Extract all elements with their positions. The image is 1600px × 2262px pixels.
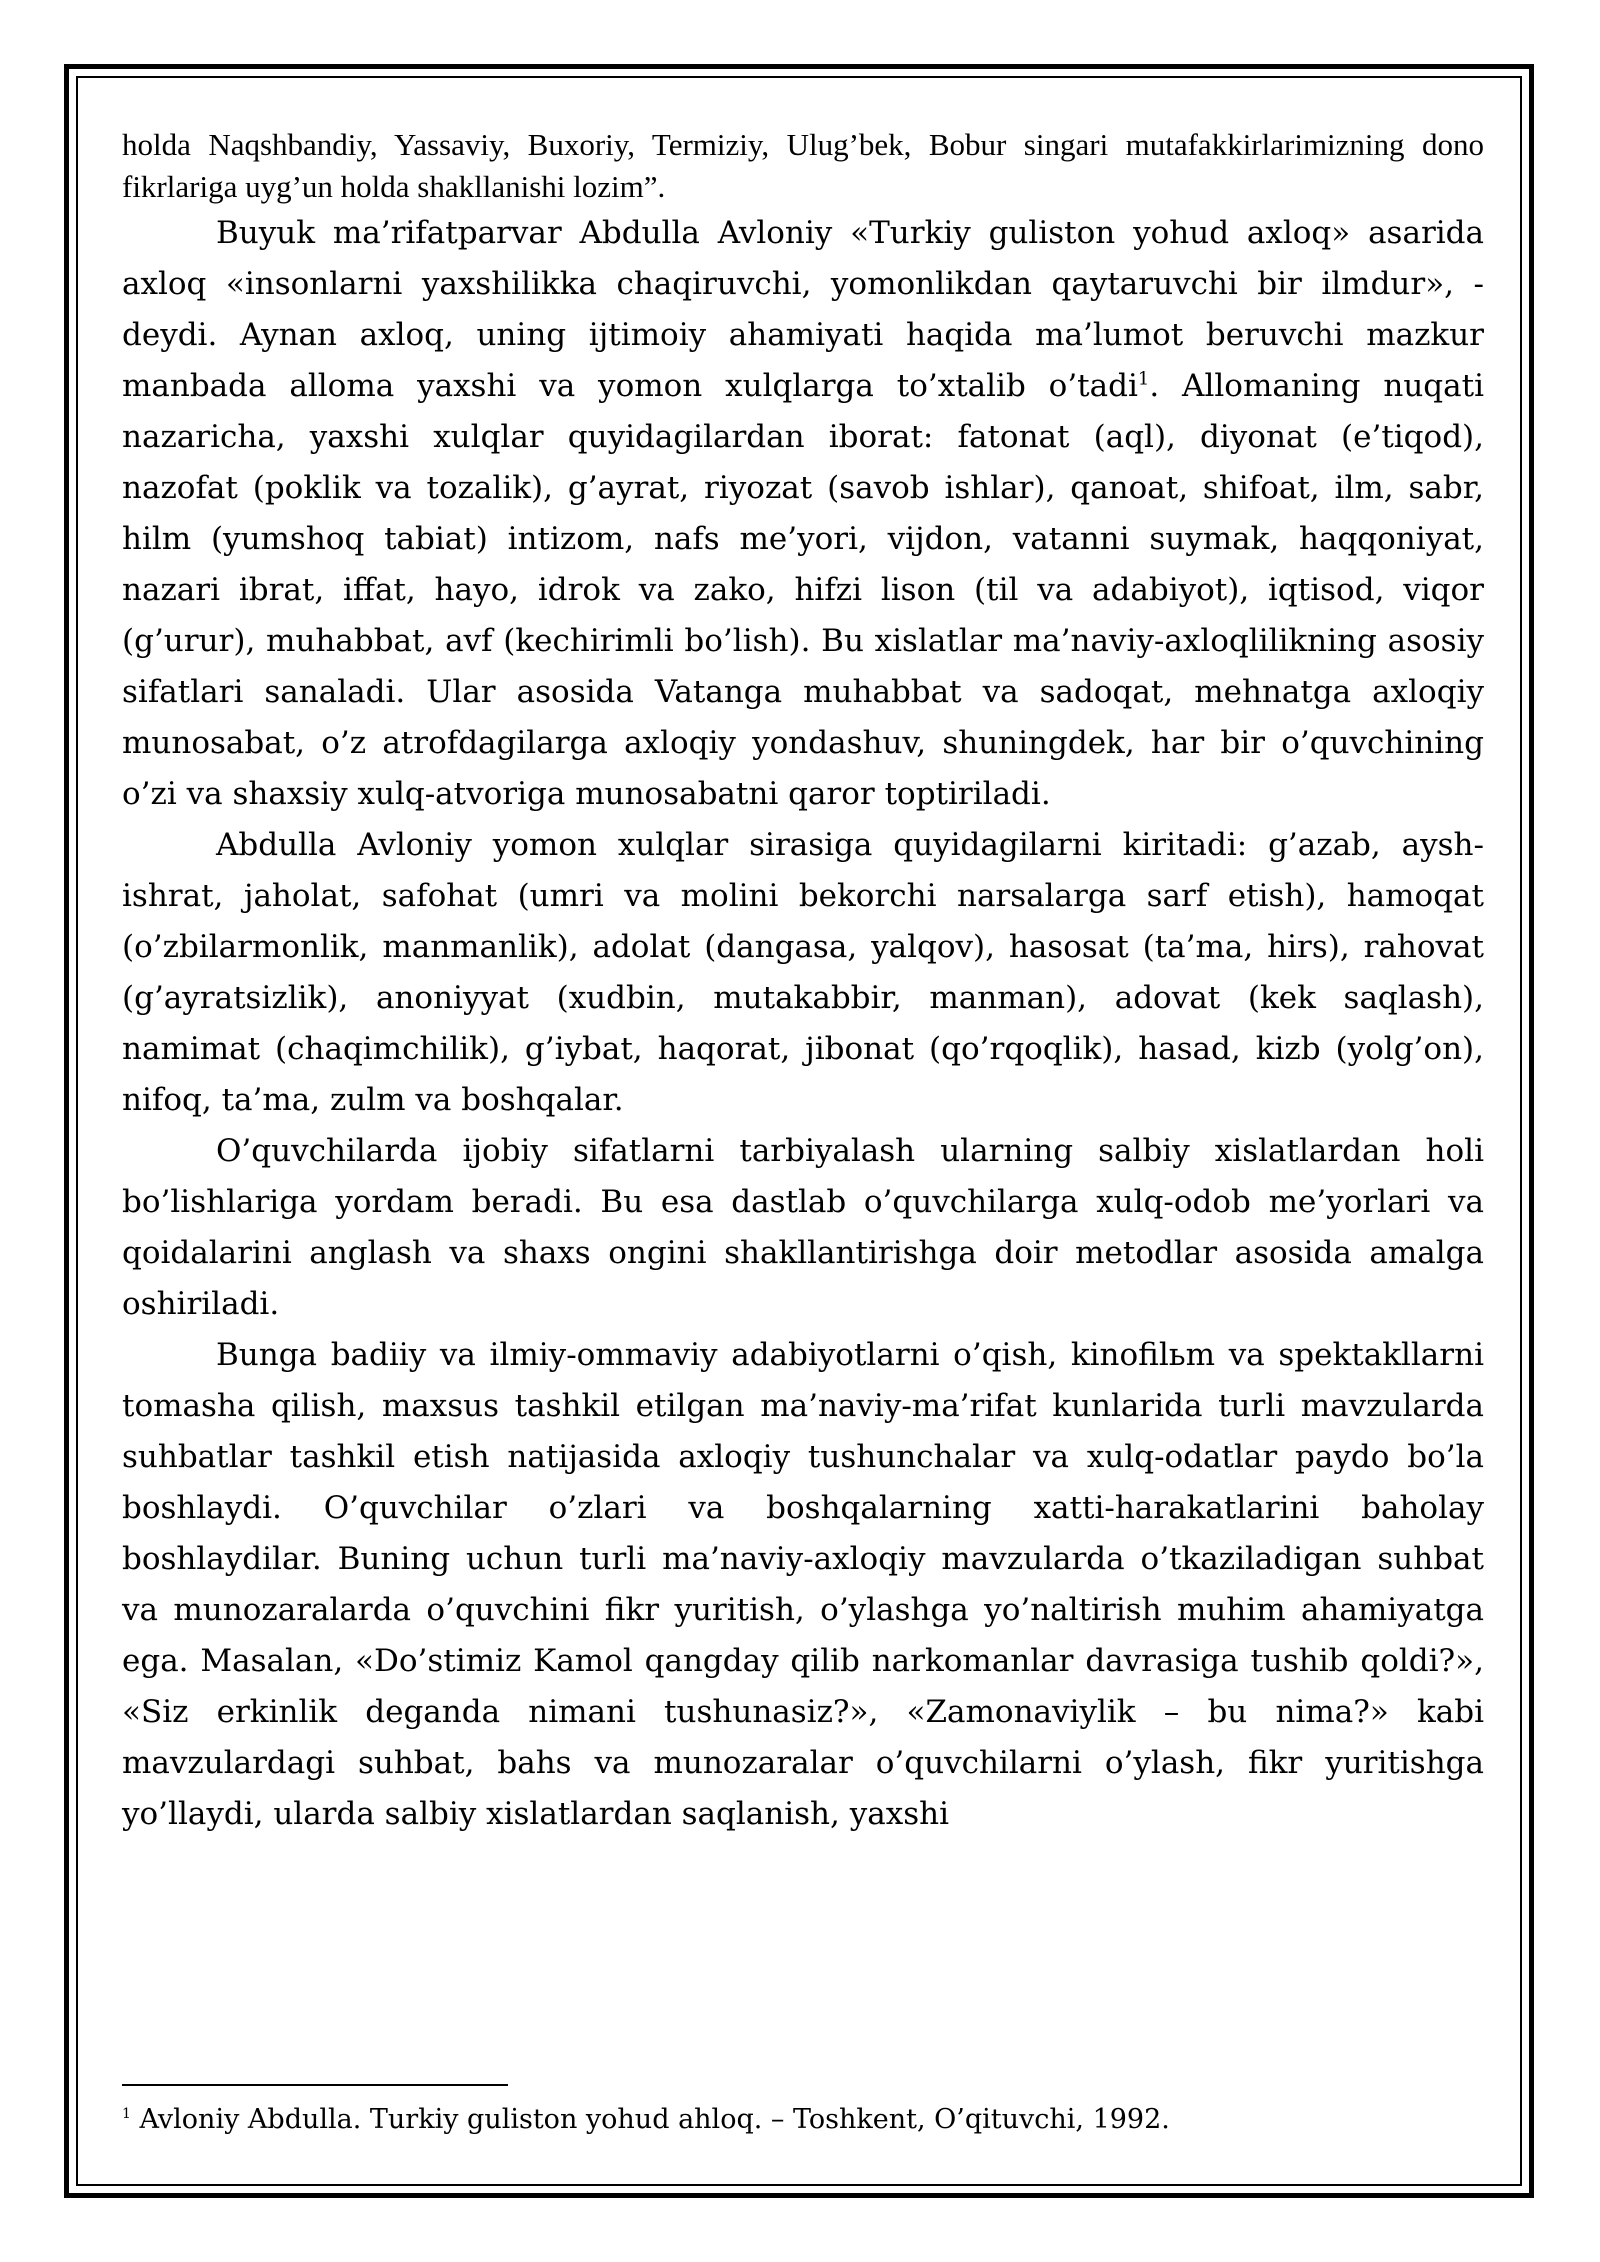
paragraph-ijobiy-sifatlar: O’quvchilarda ijobiy sifatlarni tarbiyalash ularning salbiy xislatlardan holi bo’lishlariga yordam beradi. Bu esa dastlab o’quvchilarga xulq-odob me’yorlari va qoidalarini anglash va shaxs ongini shakllantirishga doir metodlar asosida amalga oshiriladi. (122, 1133, 1484, 1322)
footnote (122, 2102, 1484, 2138)
footnote-reference: 1 (1137, 368, 1150, 390)
paragraph-yomon-xulqlar: Abdulla Avloniy yomon xulqlar sirasiga quyidagilarni kiritadi: g’azab, aysh-ishrat, jaholat, safohat (umri va molini bekorchi narsalarga sarf etish), hamoqat (o’zbilarmonlik, manmanlik), adolat (dangasa, yalqov), hasosat (ta’ma, hirs), rahovat (g’ayratsizlik), anoniyyat (xudbin, mutakabbir, manman), adovat (kek saqlash), namimat (chaqimchilik), g’iybat, haqorat, jibonat (qo’rqoqlik), hasad, kizb (yolg’on), nifoq, ta’ma, zulm va boshqalar. (122, 827, 1484, 1118)
paragraph-text: Buyuk ma’rifatparvar Abdulla Avloniy «Turkiy guliston yohud axloq» asarida axloq «insonlarni yaxshilikka chaqiruvchi, yomonlikdan qaytaruvchi bir ilmdur», - deydi. Aynan axloq, uning ijtimoiy ahamiyati haqida ma’lumot beruvchi mazkur manbada alloma yaxshi va yomon xulqlarga to’xtalib o’tadi (122, 215, 1484, 404)
footnote-text: Avloniy Abdulla. Turkiy guliston yohud ahloq. – Toshkent, O’qituvchi, 1992. (130, 2104, 1170, 2135)
paragraph-suhbatlar: Bunga badiiy va ilmiy-ommaviy adabiyotlarni o’qish, kinofilьm va spektakllarni tomasha qilish, maxsus tashkil etilgan ma’naviy-ma’rifat kunlarida turli mavzularda suhbatlar tashkil etish natijasida axloqiy tushunchalar va xulq-odatlar paydo bo’la boshlaydi. O’quvchilar o’zlari va boshqalarning xatti-harakatlarini baholay boshlaydilar. Buning uchun turli ma’naviy-axloqiy mavzularda o’tkaziladigan suhbat va munozaralarda o’quvchini fikr yuritish, o’ylashga yo’naltirish muhim ahamiyatga ega. Masalan, «Do’stimiz Kamol qangday qilib narkomanlar davrasiga tushib qoldi?», «Siz erkinlik deganda nimani tushunasiz?», «Zamonaviylik – bu nima?» kabi mavzulardagi suhbat, bahs va munozaralar o’quvchilarni o’ylash, fikr yuritishga yo’llaydi, ularda salbiy xislatlardan saqlanish, yaxshi (122, 1337, 1484, 1832)
paragraph-continuation: holda Naqshbandiy, Yassaviy, Buxoriy, Termiziy, Ulug’bek, Bobur singari mutafakkirlarimizning dono fikrlariga uyg’un holda shakllanishi lozim”. (122, 127, 1484, 204)
footnote-separator (122, 2084, 508, 2086)
paragraph-avloniy-axloq (122, 208, 1484, 820)
page-body (122, 124, 1484, 1840)
footnote-mark: 1 (122, 2106, 131, 2122)
paragraph-text: . Allomaning nuqati nazaricha, yaxshi xulqlar quyidagilardan iborat: fatonat (aql), diyonat (e’tiqod), nazofat (poklik va tozalik), g’ayrat, riyozat (savob ishlar), qanoat, shifoat, ilm, sabr, hilm (yumshoq tabiat) intizom, nafs me’yori, vijdon, vatanni suymak, haqqoniyat, nazari ibrat, iffat, hayo, idrok va zako, hifzi lison (til va adabiyot), iqtisod, viqor (g’urur), muhabbat, avf (kechirimli bo’lish). Bu xislatlar ma’naviy-axloqlilikning asosiy sifatlari sanaladi. Ular asosida Vatanga muhabbat va sadoqat, mehnatga axloqiy munosabat, o’z atrofdagilarga axloqiy yondashuv, shuningdek, har bir o’quvchining o’zi va shaxsiy xulq-atvoriga munosabatni qaror toptiriladi. (122, 368, 1484, 812)
